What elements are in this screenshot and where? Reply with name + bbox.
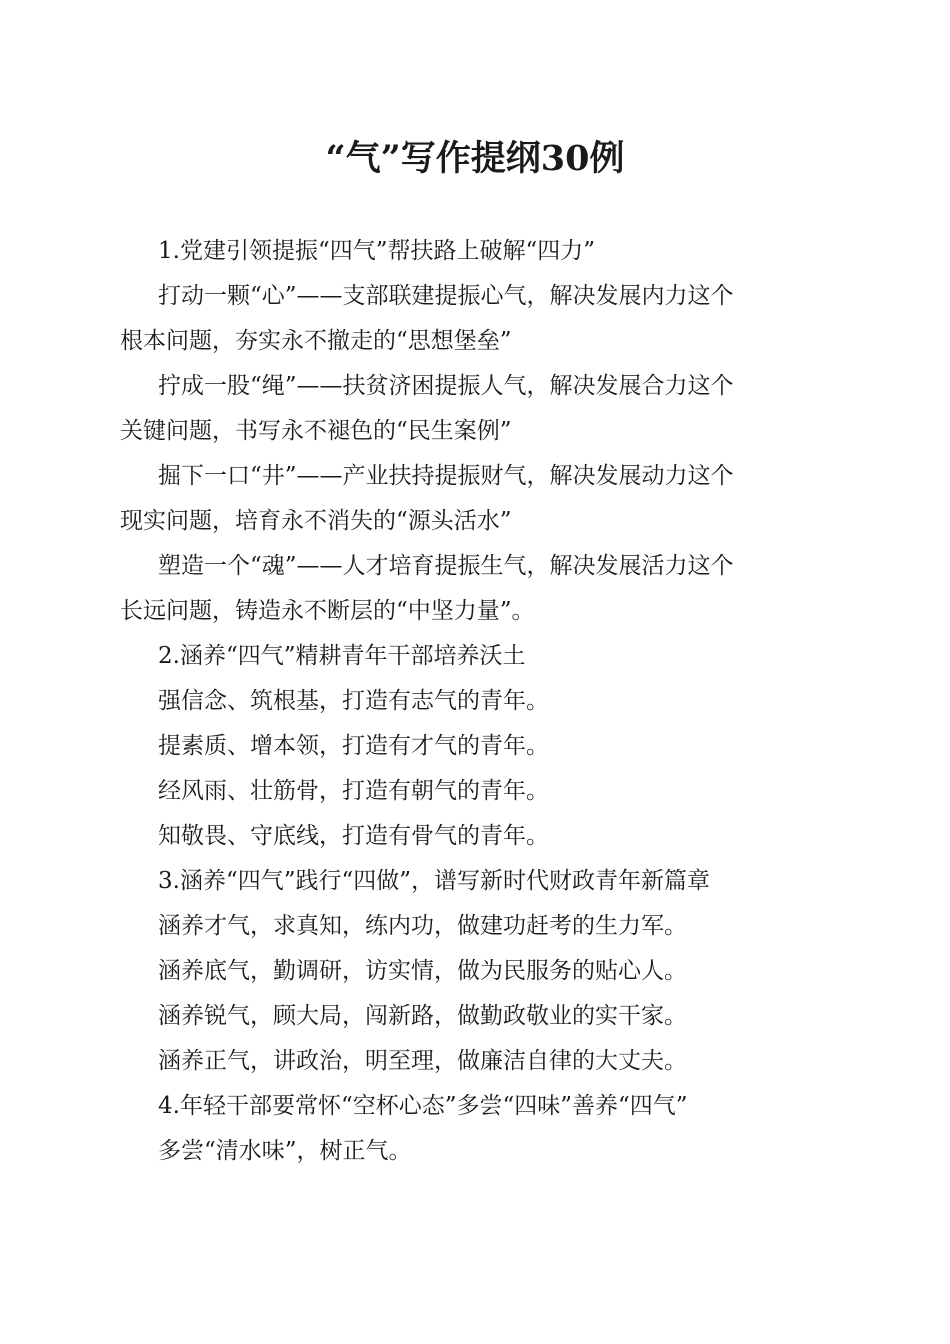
paragraph-line: 3.涵养“四气”践行“四做”，谱写新时代财政青年新篇章	[158, 868, 710, 894]
paragraph-line: 长远问题，铸造永不断层的“中坚力量”。	[120, 598, 535, 624]
paragraph-line: 4.年轻干部要常怀“空杯心态”多尝“四味”善养“四气”	[158, 1093, 688, 1119]
document-body	[120, 229, 824, 1174]
paragraph	[120, 364, 824, 454]
paragraph	[120, 274, 824, 364]
paragraph-line: 涵养底气，勤调研，访实情，做为民服务的贴心人。	[158, 958, 687, 984]
paragraph-line: 关键问题，书写永不褪色的“民生案例”	[120, 418, 512, 444]
paragraph-line: 根本问题，夯实永不撤走的“思想堡垒”	[120, 328, 512, 354]
paragraph-line: 提素质、增本领，打造有才气的青年。	[158, 733, 549, 759]
paragraph	[120, 454, 824, 544]
paragraph	[120, 544, 824, 634]
paragraph-line: 多尝“清水味”，树正气。	[158, 1138, 412, 1164]
paragraph-line: 涵养正气，讲政治，明至理，做廉洁自律的大丈夫。	[158, 1048, 687, 1074]
paragraph-line: 知敬畏、守底线，打造有骨气的青年。	[158, 823, 549, 849]
document-title: “气”写作提纲30例	[325, 138, 625, 179]
paragraph-line: 2.涵养“四气”精耕青年干部培养沃土	[158, 643, 526, 669]
paragraph-line: 现实问题，培育永不消失的“源头活水”	[120, 508, 512, 534]
paragraph-line: 拧成一股“绳”——扶贫济困提振人气，解决发展合力这个	[158, 373, 734, 399]
paragraph-line: 涵养才气，求真知，练内功，做建功赶考的生力军。	[158, 913, 687, 939]
paragraph-line: 1.党建引领提振“四气”帮扶路上破解“四力”	[158, 238, 595, 264]
paragraph-line: 打动一颗“心”——支部联建提振心气，解决发展内力这个	[158, 283, 734, 309]
paragraph-line: 强信念、筑根基，打造有志气的青年。	[158, 688, 549, 714]
paragraph-line: 塑造一个“魂”——人才培育提振生气，解决发展活力这个	[158, 553, 734, 579]
paragraph-line: 经风雨、壮筋骨，打造有朝气的青年。	[158, 778, 549, 804]
paragraph-line: 涵养锐气，顾大局，闯新路，做勤政敬业的实干家。	[158, 1003, 687, 1029]
paragraph-line: 掘下一口“井”——产业扶持提振财气，解决发展动力这个	[158, 463, 734, 489]
